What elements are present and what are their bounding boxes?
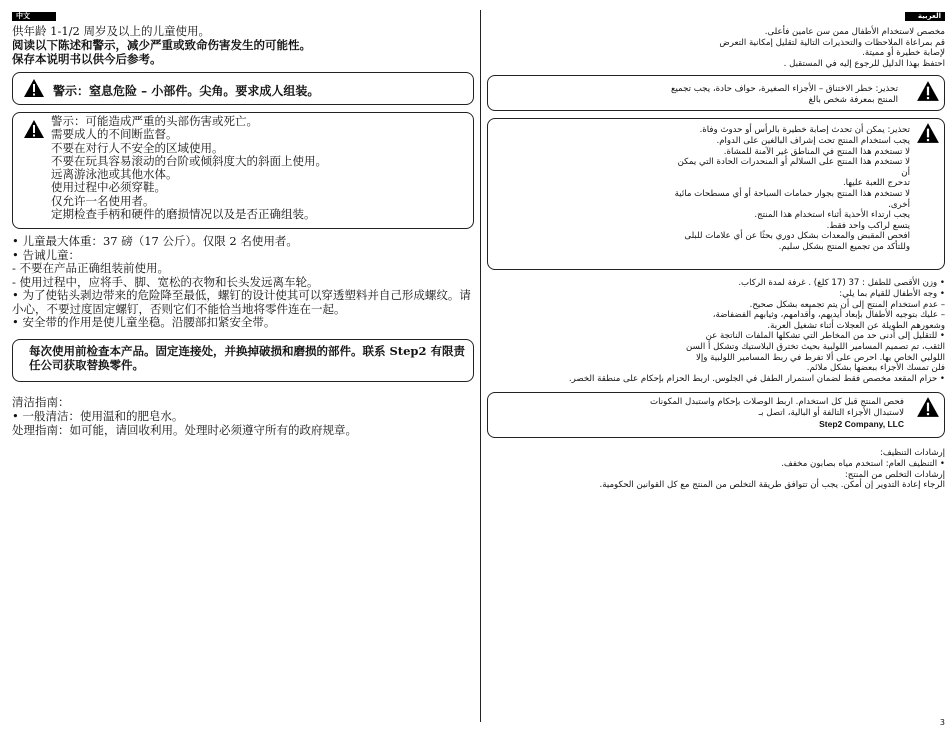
brand-name: Step2 Company, LLC <box>819 418 904 429</box>
warning-line: المنتج بمعرفة شخص بالغ <box>808 94 898 105</box>
notice-line: فحص المنتج قبل كل استخدام. اربط الوصلات بإحكام واستبدل المكونات <box>650 397 904 408</box>
warning-line: لا تستخدم هذا المنتج على السلالم أو المنحدرات الحادة التي يمكن أن <box>677 157 910 178</box>
bullet-item: – عدم استخدام المنتج إلى أن يتم تجميعه بشكل صحيح. <box>749 299 945 310</box>
usage-bullets <box>12 235 474 330</box>
bullet-item: – عليك بتوجيه الأطفال بإبعاد أيديهم، وأقدامهم، وثيابهم الفضفاضة، <box>712 310 945 321</box>
intro-line: احتفظ بهذا الدليل للرجوع إليه في المستقبل . <box>783 58 945 69</box>
choking-warning-box <box>487 75 945 111</box>
warning-triangle-icon <box>23 78 45 98</box>
warning-line: 使用过程中必须穿鞋。 <box>51 180 166 195</box>
warning-line: 不要在对行人不安全的区域使用。 <box>51 140 224 155</box>
disposal-instructions: 处理指南：如可能，请回收利用。处理时必须遵守所有的政府规章。 <box>12 422 357 437</box>
warning-line: لا تستخدم هذا المنتج في المناطق غير الآمنة للمشاة. <box>723 146 910 157</box>
language-tab-arabic <box>905 12 945 21</box>
cleaning-section <box>12 395 474 437</box>
bullet-item: • حزام المقعد مخصص فقط لضمان استمرار الطفل في الجلوس. اربط الحزام بإحكام على منطقة الخصر. <box>568 373 945 384</box>
warning-line: تحذير: خطر الاختناق – الأجزاء الصغيرة، حواف حادة، يجب تجميع <box>670 84 898 95</box>
column-divider <box>480 10 481 722</box>
arabic-column <box>487 12 945 491</box>
warning-line: يجب استخدام المنتج تحت إشراف البالغين على الدوام. <box>716 135 910 146</box>
bullet-item: • 告诫儿童： <box>12 247 80 262</box>
language-tab-chinese <box>12 12 56 21</box>
warning-line: لا تستخدم هذا المنتج بجوار حمامات السباحة أو أي مسطحات مائية <box>674 188 910 199</box>
inspection-notice-text: 每次使用前检查本产品。固定连接处，并换掉破损和磨损的部件。联系 Step2 有限责任公司获取替换零件。 <box>29 343 465 372</box>
bullet-item: • وزن الأقصى للطفل : 37 (17 كلغ) . غرفة لمدة الركاب. <box>738 278 945 289</box>
bullet-item: • للتقليل إلى أدنى حد من المخاطر التي تشكلها الملفات الناتجة عن <box>705 331 945 342</box>
warning-line: يجب ارتداء الأحذية أثناء استخدام هذا المنتج. <box>754 210 910 221</box>
language-label: 中文 <box>16 12 30 20</box>
warning-line: 定期检查手柄和硬件的磨损情况以及是否正确组装。 <box>51 207 316 222</box>
cleaning-section <box>487 448 945 490</box>
warning-line: تحذير: يمكن أن تحدث إصابة خطيرة بالرأس أو حدوث وفاة. <box>699 125 910 136</box>
inspection-notice-box <box>487 392 945 438</box>
warning-triangle-icon <box>23 119 45 139</box>
bullet-item: • 为了使钻头剥边带来的危险降至最低，螺钉的设计使其可以穿透塑料并自己形成螺纹。请小心，不要过度固定螺钉，否则它们不能恰当地将零件连在一起。 <box>12 288 471 316</box>
general-cleaning: • التنظيف العام: استخدم مياه بصابون مخفف. <box>781 458 945 469</box>
read-warnings-statement: 阅读以下陈述和警示，减少严重或致命伤害发生的可能性。 <box>12 38 311 52</box>
warning-triangle-icon <box>916 396 940 418</box>
usage-bullets <box>487 278 945 384</box>
warning-line: 需要成人的不间断监督。 <box>51 127 178 142</box>
choking-warning-box <box>12 72 474 105</box>
intro-block <box>487 27 945 69</box>
disposal-instructions: الرجاء إعادة التدوير إن أمكن. يجب أن تتوافق طريقة التخلص من المنتج مع كل القوانين الحكومية. <box>599 480 945 491</box>
head-injury-warning-box <box>487 118 945 270</box>
bullet-item: الثقب، تم تصميم المسامير اللولبية بحيث تخترق البلاستيك وتشكل أ السن <box>686 341 945 352</box>
intro-line: لإصابة خطيرة أو مميتة. <box>862 48 945 59</box>
bullet-item: • 安全带的作用是使儿童坐稳。沿腰部扣紧安全带。 <box>12 315 276 329</box>
bullet-item: - 不要在产品正确组装前使用。 <box>12 261 170 275</box>
warning-triangle-icon <box>916 80 940 102</box>
intro-line: مخصص لاستخدام الأطفال ممن سن عامين فأعلى. <box>764 27 945 37</box>
bullet-item: وشعورهم الطويلة عن العجلات أثناء تشغيل العربة. <box>767 320 945 331</box>
head-injury-warning-box <box>12 112 474 229</box>
inspection-notice-box <box>12 339 474 382</box>
bullet-item: • وجه الأطفال للقيام بما يلي: <box>839 288 945 299</box>
keep-manual-statement: 保存本说明书以供今后参考。 <box>12 52 162 66</box>
warning-line: أخرى. <box>888 199 910 210</box>
intro-block <box>12 24 474 66</box>
disposal-heading: إرشادات التخلص من المنتج: <box>844 469 945 480</box>
cleaning-heading: 清洁指南： <box>12 394 70 409</box>
warning-line: 警示：可能造成严重的头部伤害或死亡。 <box>51 114 258 128</box>
bullet-item: • 儿童最大体重：37 磅（17 公斤）。仅限 2 名使用者。 <box>12 234 298 248</box>
notice-line: لاستبدال الأجزاء التالفة أو البالية، اتصل بـ <box>758 407 904 418</box>
choking-warning-text: 警示：窒息危险 – 小部件。尖角。要求成人组装。 <box>53 84 320 98</box>
intro-line: قم بمراعاة الملاحظات والتحذيرات التالية لتقليل إمكانية التعرض <box>719 37 945 48</box>
age-statement: 供年龄 1-1/2 周岁及以上的儿童使用。 <box>12 24 211 38</box>
bullet-item: - 使用过程中，应将手、脚、宽松的衣物和长头发远离车轮。 <box>12 274 319 289</box>
bullet-item: فلن تمسك الأجزاء ببعضها بشكل ملائم. <box>806 363 945 374</box>
cleaning-heading: إرشادات التنظيف: <box>879 448 945 459</box>
chinese-column <box>12 12 474 437</box>
warning-line: افحص المقبض والمعدات بشكل دوري بحثًا عن أي علامات للبلى <box>684 231 910 242</box>
bullet-item: اللولبي الخاص بها. احرص على ألا تفرط في ربط المسامير اللولبية وإلا <box>696 352 945 363</box>
warning-line: تدحرج اللعبة عليها. <box>842 178 910 189</box>
warning-line: 不要在玩具容易滚动的台阶或倾斜度大的斜面上使用。 <box>51 153 327 168</box>
language-label: العربية <box>917 12 941 20</box>
general-cleaning: • 一般清洁：使用温和的肥皂水。 <box>12 408 184 423</box>
warning-line: 仅允许一名使用者。 <box>51 193 155 208</box>
page-number: 3 <box>939 718 945 727</box>
warning-line: 远离游泳池或其他水体。 <box>51 167 178 182</box>
warning-line: وللتأكد من تجميع المنتج بشكل سليم. <box>778 241 910 252</box>
warning-triangle-icon <box>916 122 940 144</box>
warning-line: يتسع لراكب واحد فقط. <box>826 220 910 231</box>
